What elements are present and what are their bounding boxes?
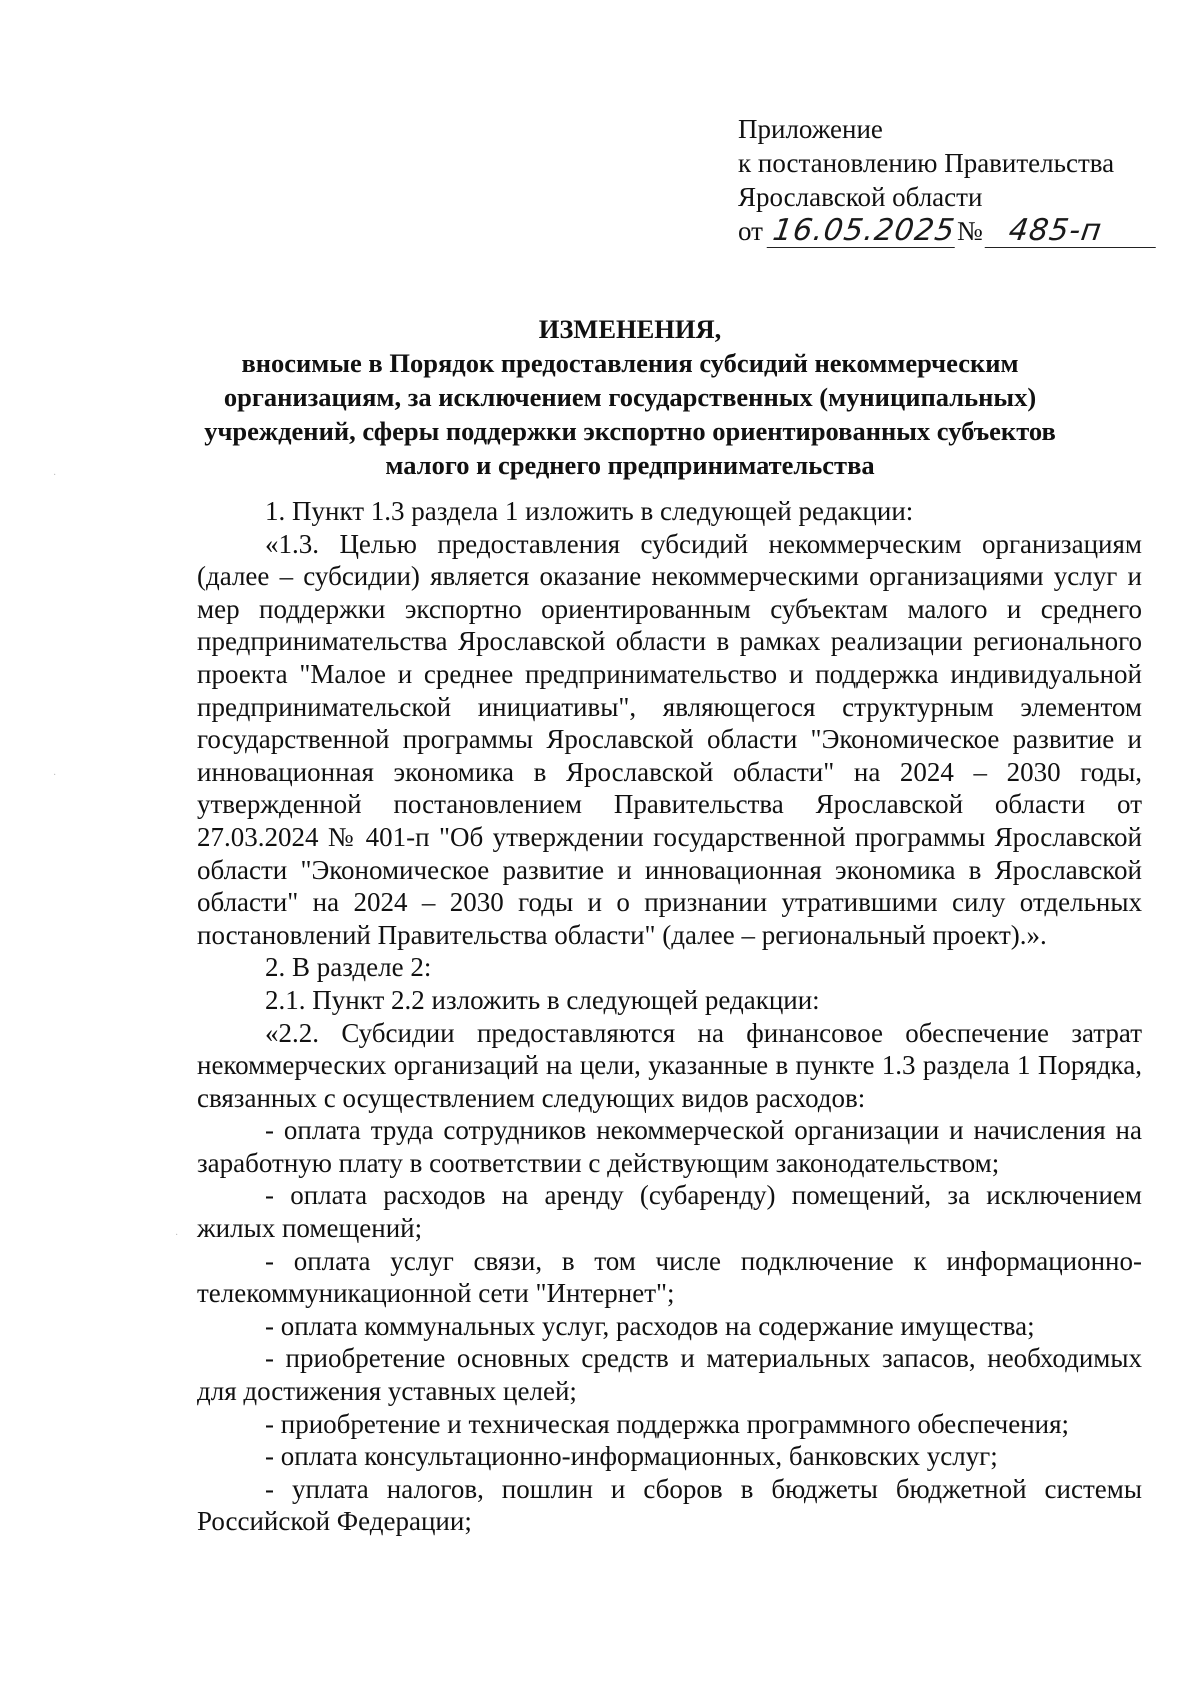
paragraph: 2.1. Пункт 2.2 изложить в следующей редакции:: [265, 984, 820, 1015]
paragraph: «1.3. Целью предоставления субсидий некоммерческим организациям (далее – субсидии) является оказание некоммерческими организациями услуг и мер поддержки экспортно ориентированным субъектам малого и среднего предпринимательства Ярославской области в рамках реализации регионального проекта "Малое и среднее предпринимательство и поддержка индивидуальной предпринимательской инициативы", являющегося структурным элементом государственной программы Ярославской области "Экономическое развитие и инновационная экономика в Ярославской области" на 2024 – 2030 годы, утвержденной постановлением Правительства Ярославской области от 27.03.2024 № 401-п "Об утверждении государственной программы Ярославской области "Экономическое развитие и инновационная экономика в Ярославской области" на 2024 – 2030 годы и о признании утратившими силу отдельных постановлений Правительства области" (далее – региональный проект).».: [197, 528, 1142, 950]
appendix-date-number-row: [738, 214, 1158, 248]
list-item: - оплата труда сотрудников некоммерческой организации и начисления на заработную плату в соответствии с действующим законодательством;: [197, 1115, 1142, 1178]
document-title: [190, 312, 1070, 482]
appendix-line: к постановлению Правительства: [738, 148, 1115, 178]
scan-margin-mark: ·: [53, 470, 57, 481]
title-line: малого и среднего предпринимательства: [385, 450, 875, 480]
appendix-line: Ярославской области: [738, 182, 983, 212]
title-line: вносимые в Порядок предоставления субсидий некоммерческим: [241, 348, 1019, 378]
title-heading: ИЗМЕНЕНИЯ,: [538, 314, 722, 344]
appendix-block: [738, 112, 1158, 248]
list-item: - оплата расходов на аренду (субаренду) помещений, за исключением жилых помещений;: [197, 1180, 1142, 1244]
list-item: - оплата услуг связи, в том числе подключение к информационно-телекоммуникационной сети "Интернет";: [197, 1245, 1142, 1309]
scan-margin-mark: ·: [53, 770, 57, 781]
handwritten-date: 16.05.2025: [767, 215, 960, 248]
paragraph: «2.2. Субсидии предоставляются на финансовое обеспечение затрат некоммерческих организаций на цели, указанные в пункте 1.3 раздела 1 Порядка, связанных с осуществлением следующих видов расходов:: [197, 1017, 1142, 1113]
title-line: учреждений, сферы поддержки экспортно ориентированных субъектов: [204, 416, 1056, 446]
number-sign: №: [956, 216, 983, 246]
from-label: от: [738, 216, 763, 246]
title-line: организациям, за исключением государственных (муниципальных): [223, 382, 1037, 412]
paragraph: 2. В разделе 2:: [265, 952, 432, 983]
list-item: - оплата консультационно-информационных, банковских услуг;: [265, 1441, 998, 1472]
document-body: [197, 495, 1142, 1538]
scan-margin-mark: ·: [175, 1230, 179, 1241]
paragraph: 1. Пункт 1.3 раздела 1 изложить в следующей редакции:: [265, 496, 914, 526]
appendix-line: Приложение: [738, 114, 883, 144]
list-item: - оплата коммунальных услуг, расходов на содержание имущества;: [265, 1310, 1035, 1341]
handwritten-number: 485-п: [984, 215, 1160, 248]
list-item: - уплата налогов, пошлин и сборов в бюджеты бюджетной системы Российской Федерации;: [197, 1473, 1142, 1537]
list-item: - приобретение и техническая поддержка программного обеспечения;: [265, 1408, 1070, 1439]
list-item: - приобретение основных средств и материальных запасов, необходимых для достижения уставных целей;: [197, 1343, 1142, 1407]
